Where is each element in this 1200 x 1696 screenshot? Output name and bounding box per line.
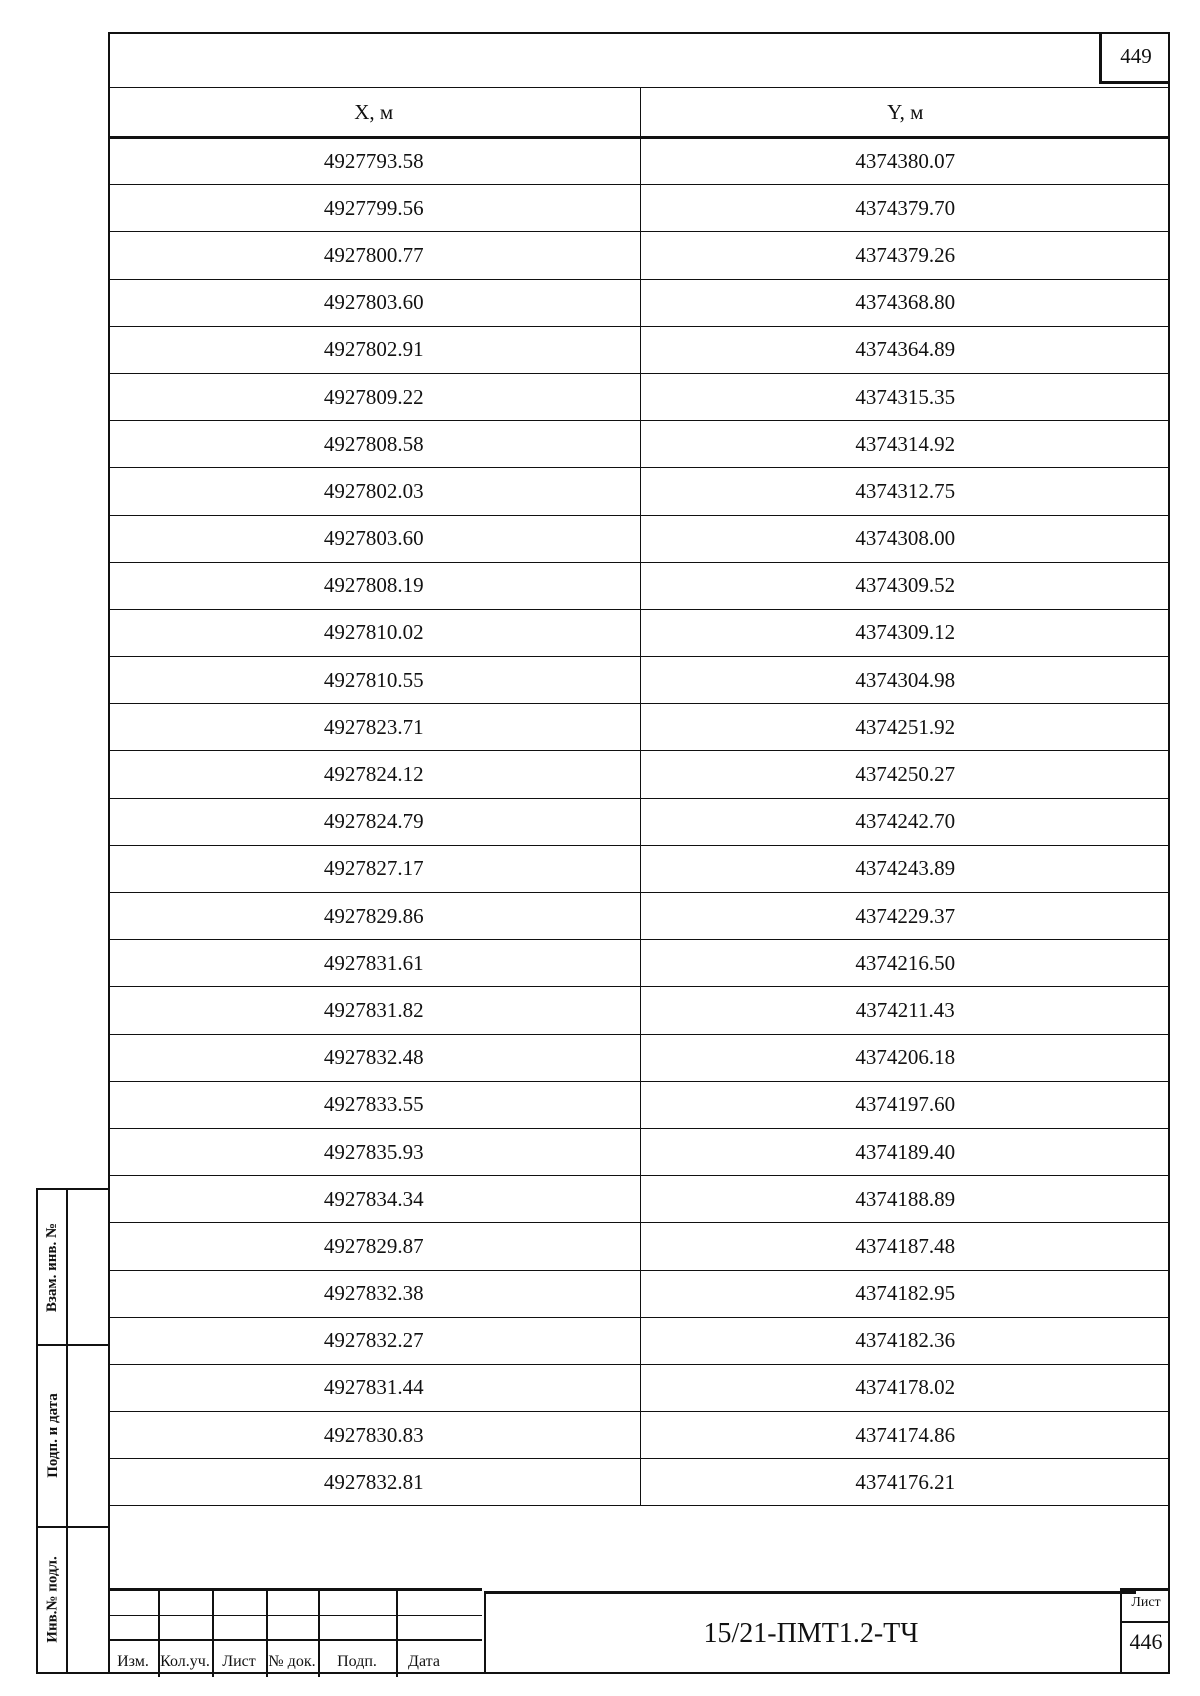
side-label-replacement-inv: Взам. инв. №: [44, 1222, 61, 1312]
table-row: [108, 421, 1170, 468]
table-row: [108, 893, 1170, 940]
cell-x: 4927830.83: [108, 1412, 640, 1459]
side-label-original-inv: Инв.№ подл.: [44, 1555, 61, 1643]
side-label-signature-date: Подп. и дата: [44, 1392, 61, 1478]
stamp-label-signature: Подп.: [337, 1653, 377, 1670]
cell-y: 4374368.80: [640, 279, 1170, 326]
table-row: [108, 1459, 1170, 1506]
sheet-label: Лист: [1131, 1595, 1161, 1610]
top-page-number: 449: [1099, 32, 1170, 84]
table-row: [108, 185, 1170, 232]
cell-y: 4374189.40: [640, 1128, 1170, 1175]
revision-grid: [108, 1588, 482, 1674]
table-row: [108, 1223, 1170, 1270]
table-row: [108, 562, 1170, 609]
stamp-label-date: Дата: [408, 1653, 440, 1670]
table-row: [108, 279, 1170, 326]
cell-y: 4374206.18: [640, 1034, 1170, 1081]
cell-y: 4374243.89: [640, 845, 1170, 892]
cell-x: 4927824.79: [108, 798, 640, 845]
table-row: [108, 704, 1170, 751]
cell-y: 4374178.02: [640, 1364, 1170, 1411]
title-block: [108, 1588, 1170, 1674]
cell-x: 4927832.81: [108, 1459, 640, 1506]
cell-x: 4927829.87: [108, 1223, 640, 1270]
stamp-label-list: Лист: [222, 1653, 256, 1670]
table-row: [108, 1034, 1170, 1081]
cell-y: 4374309.12: [640, 609, 1170, 656]
cell-y: 4374250.27: [640, 751, 1170, 798]
cell-x: 4927803.60: [108, 515, 640, 562]
sheet-box: [1120, 1588, 1170, 1674]
cell-x: 4927832.48: [108, 1034, 640, 1081]
coordinates-table: [108, 87, 1170, 1506]
cell-y: 4374197.60: [640, 1081, 1170, 1128]
cell-y: 4374364.89: [640, 326, 1170, 373]
table-row: [108, 232, 1170, 279]
cell-y: 4374315.35: [640, 373, 1170, 420]
table-row: [108, 1176, 1170, 1223]
column-header-x: X, м: [108, 88, 640, 138]
table-row: [108, 326, 1170, 373]
cell-x: 4927831.61: [108, 940, 640, 987]
side-stamp: [36, 1188, 108, 1674]
cell-y: 4374251.92: [640, 704, 1170, 751]
table-row: [108, 1364, 1170, 1411]
cell-y: 4374188.89: [640, 1176, 1170, 1223]
cell-y: 4374242.70: [640, 798, 1170, 845]
cell-y: 4374314.92: [640, 421, 1170, 468]
table-row: [108, 1081, 1170, 1128]
cell-y: 4374312.75: [640, 468, 1170, 515]
cell-x: 4927832.38: [108, 1270, 640, 1317]
sheet-number: 446: [1129, 1629, 1163, 1654]
document-code: 15/21-ПМТ1.2-ТЧ: [484, 1591, 1136, 1674]
table-row: [108, 515, 1170, 562]
cell-x: 4927827.17: [108, 845, 640, 892]
table-row: [108, 940, 1170, 987]
table-row: [108, 138, 1170, 185]
cell-y: 4374216.50: [640, 940, 1170, 987]
table-row: [108, 468, 1170, 515]
table-row: [108, 1412, 1170, 1459]
cell-x: 4927831.82: [108, 987, 640, 1034]
cell-y: 4374229.37: [640, 893, 1170, 940]
cell-y: 4374309.52: [640, 562, 1170, 609]
stamp-label-doc-number: № док.: [268, 1653, 316, 1670]
cell-y: 4374174.86: [640, 1412, 1170, 1459]
cell-x: 4927799.56: [108, 185, 640, 232]
table-row: [108, 657, 1170, 704]
cell-y: 4374379.26: [640, 232, 1170, 279]
table-row: [108, 1270, 1170, 1317]
cell-y: 4374380.07: [640, 138, 1170, 185]
table-row: [108, 609, 1170, 656]
cell-y: 4374182.95: [640, 1270, 1170, 1317]
cell-y: 4374176.21: [640, 1459, 1170, 1506]
cell-x: 4927803.60: [108, 279, 640, 326]
table-row: [108, 373, 1170, 420]
cell-x: 4927823.71: [108, 704, 640, 751]
stamp-label-kol-uch: Кол.уч.: [160, 1653, 210, 1670]
cell-x: 4927831.44: [108, 1364, 640, 1411]
cell-x: 4927833.55: [108, 1081, 640, 1128]
cell-x: 4927829.86: [108, 893, 640, 940]
cell-x: 4927793.58: [108, 138, 640, 185]
cell-y: 4374187.48: [640, 1223, 1170, 1270]
cell-x: 4927835.93: [108, 1128, 640, 1175]
table-row: [108, 751, 1170, 798]
cell-x: 4927810.02: [108, 609, 640, 656]
cell-y: 4374304.98: [640, 657, 1170, 704]
cell-x: 4927809.22: [108, 373, 640, 420]
table-header-row: [108, 88, 1170, 138]
cell-x: 4927810.55: [108, 657, 640, 704]
cell-x: 4927808.58: [108, 421, 640, 468]
stamp-label-izm: Изм.: [117, 1653, 149, 1670]
cell-x: 4927802.91: [108, 326, 640, 373]
column-header-y: Y, м: [640, 88, 1170, 138]
cell-y: 4374211.43: [640, 987, 1170, 1034]
cell-y: 4374308.00: [640, 515, 1170, 562]
cell-x: 4927808.19: [108, 562, 640, 609]
cell-x: 4927800.77: [108, 232, 640, 279]
table-body: [108, 138, 1170, 1506]
cell-y: 4374182.36: [640, 1317, 1170, 1364]
table-row: [108, 1128, 1170, 1175]
cell-x: 4927834.34: [108, 1176, 640, 1223]
cell-x: 4927802.03: [108, 468, 640, 515]
table-row: [108, 845, 1170, 892]
cell-x: 4927832.27: [108, 1317, 640, 1364]
cell-x: 4927824.12: [108, 751, 640, 798]
table-row: [108, 798, 1170, 845]
cell-y: 4374379.70: [640, 185, 1170, 232]
table-row: [108, 987, 1170, 1034]
table-row: [108, 1317, 1170, 1364]
